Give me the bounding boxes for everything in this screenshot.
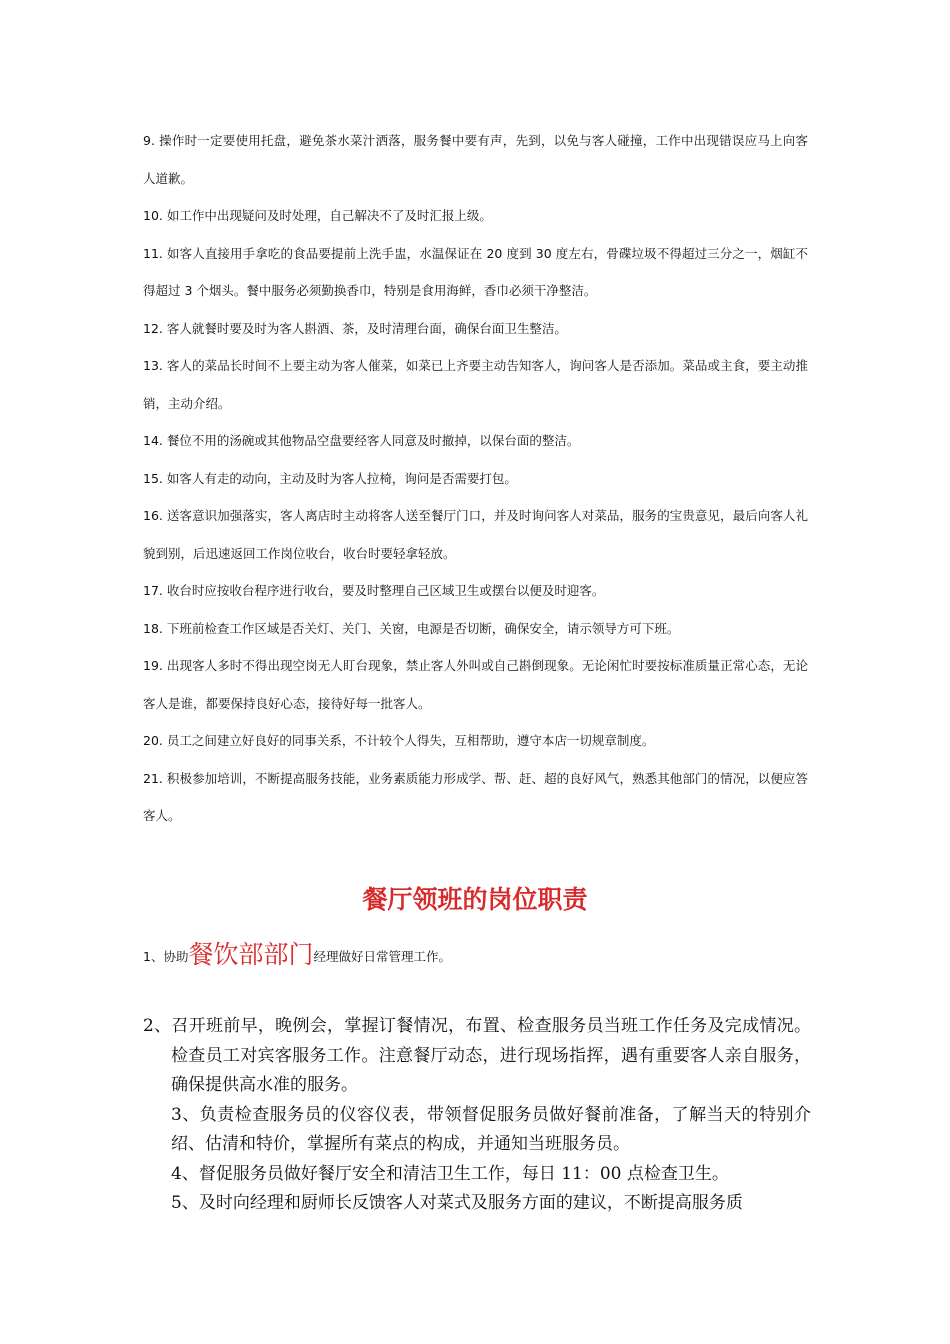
rule-item-11: 11. 如客人直接用手拿吃的食品要提前上洗手盅，水温保证在 20 度到 30 度左右，骨碟垃圾不得超过三分之一，烟缸不得超过 3 个烟头。餐中服务必须勤换香巾，特别是食用海鲜，香巾必须干净整洁。 bbox=[143, 245, 808, 298]
duty-item-1-highlight: 餐饮部部门 bbox=[188, 940, 314, 969]
rule-item-10: 10. 如工作中出现疑问及时处理，自己解决不了及时汇报上级。 bbox=[143, 208, 492, 223]
duty-list bbox=[143, 1012, 811, 1219]
section-title: 餐厅领班的岗位职责 bbox=[362, 885, 588, 914]
service-rules-list bbox=[143, 122, 808, 835]
rule-item-17: 17. 收台时应按收台程序进行收台，要及时整理自己区域卫生或摆台以便及时迎客。 bbox=[143, 583, 605, 598]
rule-item-19: 19. 出现客人多时不得出现空岗无人盯台现象，禁止客人外叫或自己斟倒现象。无论闲忙时要按标准质量正常心态，无论客人是谁，都要保持良好心态，接待好每一批客人。 bbox=[143, 658, 808, 711]
duty-item-5: 5、及时向经理和厨师长反馈客人对菜式及服务方面的建议，不断提高服务质 bbox=[171, 1193, 743, 1213]
duty-item-2: 2、召开班前早，晚例会，掌握订餐情况，布置、检查服务员当班工作任务及完成情况。检查员工对宾客服务工作。注意餐厅动态，进行现场指挥，遇有重要客人亲自服务，确保提供高水准的服务。 bbox=[143, 1016, 811, 1095]
duty-item-1-prefix: 1、协助 bbox=[143, 949, 189, 964]
rule-item-14: 14. 餐位不用的汤碗或其他物品空盘要经客人同意及时撤掉，以保台面的整洁。 bbox=[143, 433, 580, 448]
duty-item-4: 4、督促服务员做好餐厅安全和清洁卫生工作，每日 11：00 点检查卫生。 bbox=[171, 1163, 729, 1184]
rule-item-18: 18. 下班前检查工作区域是否关灯、关门、关窗，电源是否切断，确保安全，请示领导方可下班。 bbox=[143, 620, 680, 636]
rule-item-15: 15. 如客人有走的动向，主动及时为客人拉椅，询问是否需要打包。 bbox=[143, 470, 517, 486]
duty-item-3: 3、负责检查服务员的仪容仪表，带领督促服务员做好餐前准备，了解当天的特别介绍、估清和特价，掌握所有菜点的构成，并通知当班服务员。 bbox=[171, 1104, 811, 1154]
rule-item-9: 9. 操作时一定要使用托盘，避免茶水菜汁洒落，服务餐中要有声，先到，以免与客人碰撞，工作中出现错误应马上向客人道歉。 bbox=[143, 133, 808, 186]
rule-item-12: 12. 客人就餐时要及时为客人斟酒、茶，及时清理台面，确保台面卫生整洁。 bbox=[143, 320, 567, 336]
duty-item-1 bbox=[143, 935, 808, 977]
rule-item-13: 13. 客人的菜品长时间不上要主动为客人催菜，如菜已上齐要主动告知客人，询问客人是否添加。菜品或主食，要主动推销，主动介绍。 bbox=[143, 358, 808, 411]
rule-item-16: 16. 送客意识加强落实，客人离店时主动将客人送至餐厅门口，并及时询问客人对菜品，服务的宝贵意见，最后向客人礼貌到别，后迅速返回工作岗位收台，收台时要轻拿轻放。 bbox=[143, 508, 808, 561]
duty-item-1-suffix: 经理做好日常管理工作。 bbox=[313, 949, 451, 964]
rule-item-21: 21. 积极参加培训，不断提高服务技能，业务素质能力形成学、帮、赶、超的良好风气，熟悉其他部门的情况，以便应答客人。 bbox=[143, 770, 808, 823]
rule-item-20: 20. 员工之间建立好良好的同事关系，不计较个人得失，互相帮助，遵守本店一切规章制度。 bbox=[143, 733, 655, 748]
